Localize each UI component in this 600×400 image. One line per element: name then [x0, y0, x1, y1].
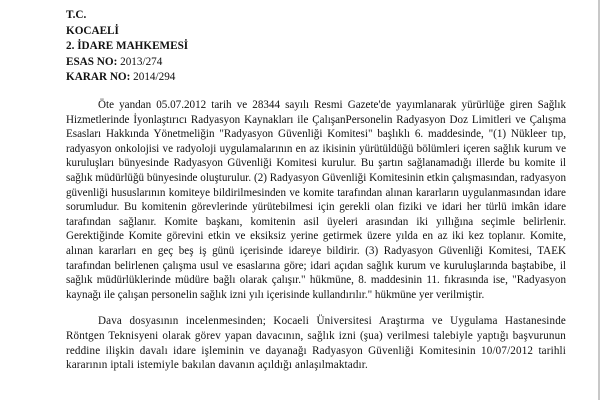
esas-number-line: [66, 55, 188, 71]
karar-value: 2014/294: [133, 71, 176, 83]
court-name: 2. İDARE MAHKEMESİ: [66, 40, 189, 52]
paragraph-regulation: Öte yandan 05.07.2012 tarih ve 28344 sayılı Resmi Gazete'de yayımlanarak yürürlüğe giren Sağlık Hizmetlerinde İyonlaştırıcı Radyasyon Kaynakları ile ÇalışanPersonelin Radyasyon Doz Limitleri ve Çalışma Esasları Hakkında Yönetmeliğin "Radyasyon Güvenliği Komitesi" başlıklı 6. maddesinde, "(1) Nükleer tıp, radyasyon onkolojisi ve radyoloji uygulamalarının en az ikisinin yürütüldüğü bölümleri içeren sağlık kurum ve kuruluşları bünyesinde Radyasyon Güvenliği Komitesi kurulur. Bu şartın sağlanamadığı illerde bu komite il sağlık müdürlüğü bünyesinde oluşturulur. (2) Radyasyon Güvenliği Komitesinin etkin çalışmasından, radyasyon güvenliği hususlarının komiteye bildirilmesinden ve komite tarafından alınan kararların uygulanmasından idare sorumludur. Bu komitenin görevlerinde yürütebilmesi için gerekli olan fiziki ve idari her türlü imkân idare tarafından sağlanır. Komite başkanı, komitenin asil üyeleri arasından iki yıllığına seçimle belirlenir. Gerektiğinde Komite görevini etkin ve eksiksiz yerine getirmek üzere yılda en az iki kez toplanır. Komite, alınan kararları en geç beş iş günü içerisinde idareye bildirir. (3) Radyasyon Güvenliği Komitesi, TAEK tarafından belirlenen çalışma usul ve esaslarına göre; idari açıdan sağlık kurum ve kuruluşlarında baştabibe, il sağlık müdürlüklerinde müdüre bağlı olarak çalışır." hükmüne, 8. maddesinin 11. fıkrasında ise, "Radyasyon kaynağı ile çalışan personelin sağlık izni yılı içerisinde kullandırılır." hükmüne yer verilmiştir.: [66, 99, 566, 301]
karar-number-line: [66, 70, 188, 86]
case-header: [66, 8, 188, 86]
city-line: KOCAELİ: [66, 24, 119, 37]
country-line: T.C.: [66, 9, 87, 21]
esas-value: 2013/274: [120, 55, 163, 68]
esas-label: ESAS NO:: [66, 55, 118, 68]
decision-body: [66, 98, 566, 373]
karar-label: KARAR NO:: [66, 71, 131, 83]
paragraph-case-file: Dava dosyasının incelenmesinden; Kocaeli Üniversitesi Araştırma ve Uygulama Hastanesinde Röntgen Teknisyeni olarak görev yapan davacının, sağlık izni (şua) verilmesi talebiyle yaptığı başvurunun reddine ilişkin davalı idare işleminin ve dayanağı Radyasyon Güvenliği Komitesinin 10/07/2012 tarihli kararının iptali istemiyle bakılan davanın açıldığı anlaşılmaktadır.: [66, 315, 566, 372]
